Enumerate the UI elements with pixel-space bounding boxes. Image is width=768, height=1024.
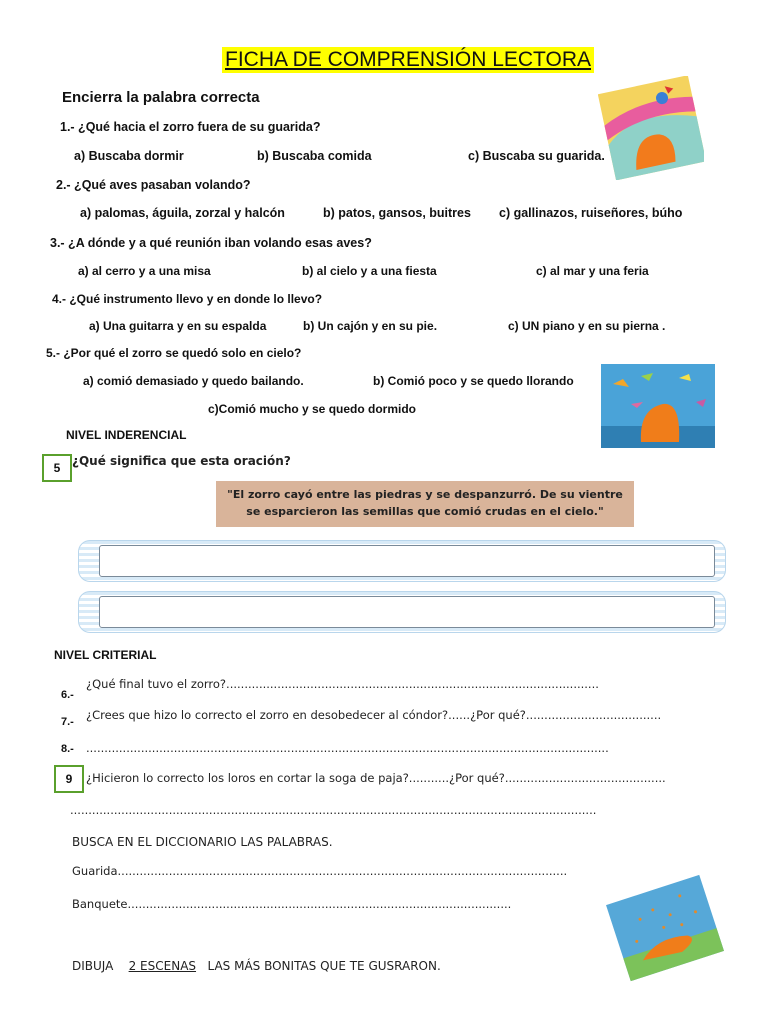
q2-option-b[interactable]: b) patos, gansos, buitres: [323, 206, 471, 220]
fox-fall-illustration: [604, 872, 726, 984]
question-number-6: 6.-: [61, 689, 74, 701]
question-2: 2.- ¿Qué aves pasaban volando?: [56, 178, 251, 192]
q5-option-a[interactable]: a) comió demasiado y quedo bailando.: [83, 374, 304, 388]
quote-line-1: "El zorro cayó entre las piedras y se despanzurró. De su vientre: [227, 488, 623, 501]
section-nivel-criterial: NIVEL CRITERIAL: [54, 648, 157, 662]
answer-line-8[interactable]: ...............................................................................................................................................: [86, 741, 609, 755]
question-9[interactable]: ¿Hicieron lo correcto los loros en cortar la soga de paja?...........¿Por qué?............................................: [86, 771, 666, 785]
draw-instruction: [72, 959, 441, 973]
question-6[interactable]: ¿Qué final tuvo el zorro?......................................................................................................: [86, 677, 599, 691]
q3-option-c[interactable]: c) al mar y una feria: [536, 264, 649, 278]
question-number-box-9: 9: [54, 765, 84, 793]
q4-option-c[interactable]: c) UN piano y en su pierna .: [508, 319, 666, 333]
quote-box: [216, 481, 634, 527]
draw-pre: DIBUJA: [72, 959, 114, 973]
fox-illustration-top: [598, 76, 704, 180]
question-4: 4.- ¿Qué instrumento llevo y en donde lo llevo?: [52, 292, 323, 306]
draw-post: LAS MÁS BONITAS QUE TE GUSRARON.: [207, 959, 441, 973]
section-nivel-inferencial: NIVEL INDERENCIAL: [66, 428, 187, 442]
q4-option-a[interactable]: a) Una guitarra y en su espalda: [89, 319, 267, 333]
word-guarida[interactable]: Guarida...........................................................................................................................: [72, 864, 568, 878]
q1-option-a[interactable]: a) Buscaba dormir: [74, 149, 184, 163]
q2-option-a[interactable]: a) palomas, águila, zorzal y halcón: [80, 206, 285, 220]
q2-option-c[interactable]: c) gallinazos, ruiseñores, búho: [499, 206, 683, 220]
q5-option-b[interactable]: b) Comió poco y se quedo llorando: [373, 374, 574, 388]
question-3: 3.- ¿A dónde y a qué reunión iban volando esas aves?: [50, 236, 372, 250]
dictionary-heading: BUSCA EN EL DICCIONARIO LAS PALABRAS.: [72, 835, 333, 849]
question-number-box-5: 5: [42, 454, 72, 482]
q3-option-a[interactable]: a) al cerro y a una misa: [78, 264, 211, 278]
quote-line-2: se esparcieron las semillas que comió crudas en el cielo.": [246, 505, 604, 518]
question-5: 5.- ¿Por qué el zorro se quedó solo en cielo?: [46, 346, 302, 360]
q4-option-b[interactable]: b) Un cajón y en su pie.: [303, 319, 438, 333]
question-number-8: 8.-: [61, 743, 74, 755]
answer-box-1[interactable]: [78, 540, 726, 582]
word-banquete[interactable]: Banquete.........................................................................................................: [72, 897, 512, 911]
page-title: FICHA DE COMPRENSIÓN LECTORA: [222, 47, 594, 73]
fox-sky-illustration: [601, 364, 715, 448]
instruction: Encierra la palabra correcta: [62, 89, 260, 106]
draw-underlined: 2 ESCENAS: [128, 959, 197, 973]
sentence-question: ¿Qué significa que esta oración?: [72, 454, 291, 468]
answer-box-2[interactable]: [78, 591, 726, 633]
question-1: 1.- ¿Qué hacia el zorro fuera de su guarida?: [60, 120, 321, 134]
q3-option-b[interactable]: b) al cielo y a una fiesta: [302, 264, 437, 278]
q5-option-c[interactable]: c)Comió mucho y se quedo dormido: [208, 402, 417, 416]
q1-option-b[interactable]: b) Buscaba comida: [257, 149, 372, 163]
answer-line-9[interactable]: ................................................................................................................................................: [70, 803, 597, 817]
q1-option-c[interactable]: c) Buscaba su guarida.: [468, 149, 605, 163]
question-number-7: 7.-: [61, 716, 74, 728]
question-7[interactable]: ¿Crees que hizo lo correcto el zorro en desobedecer al cóndor?......¿Por qué?.....................................: [86, 708, 662, 722]
